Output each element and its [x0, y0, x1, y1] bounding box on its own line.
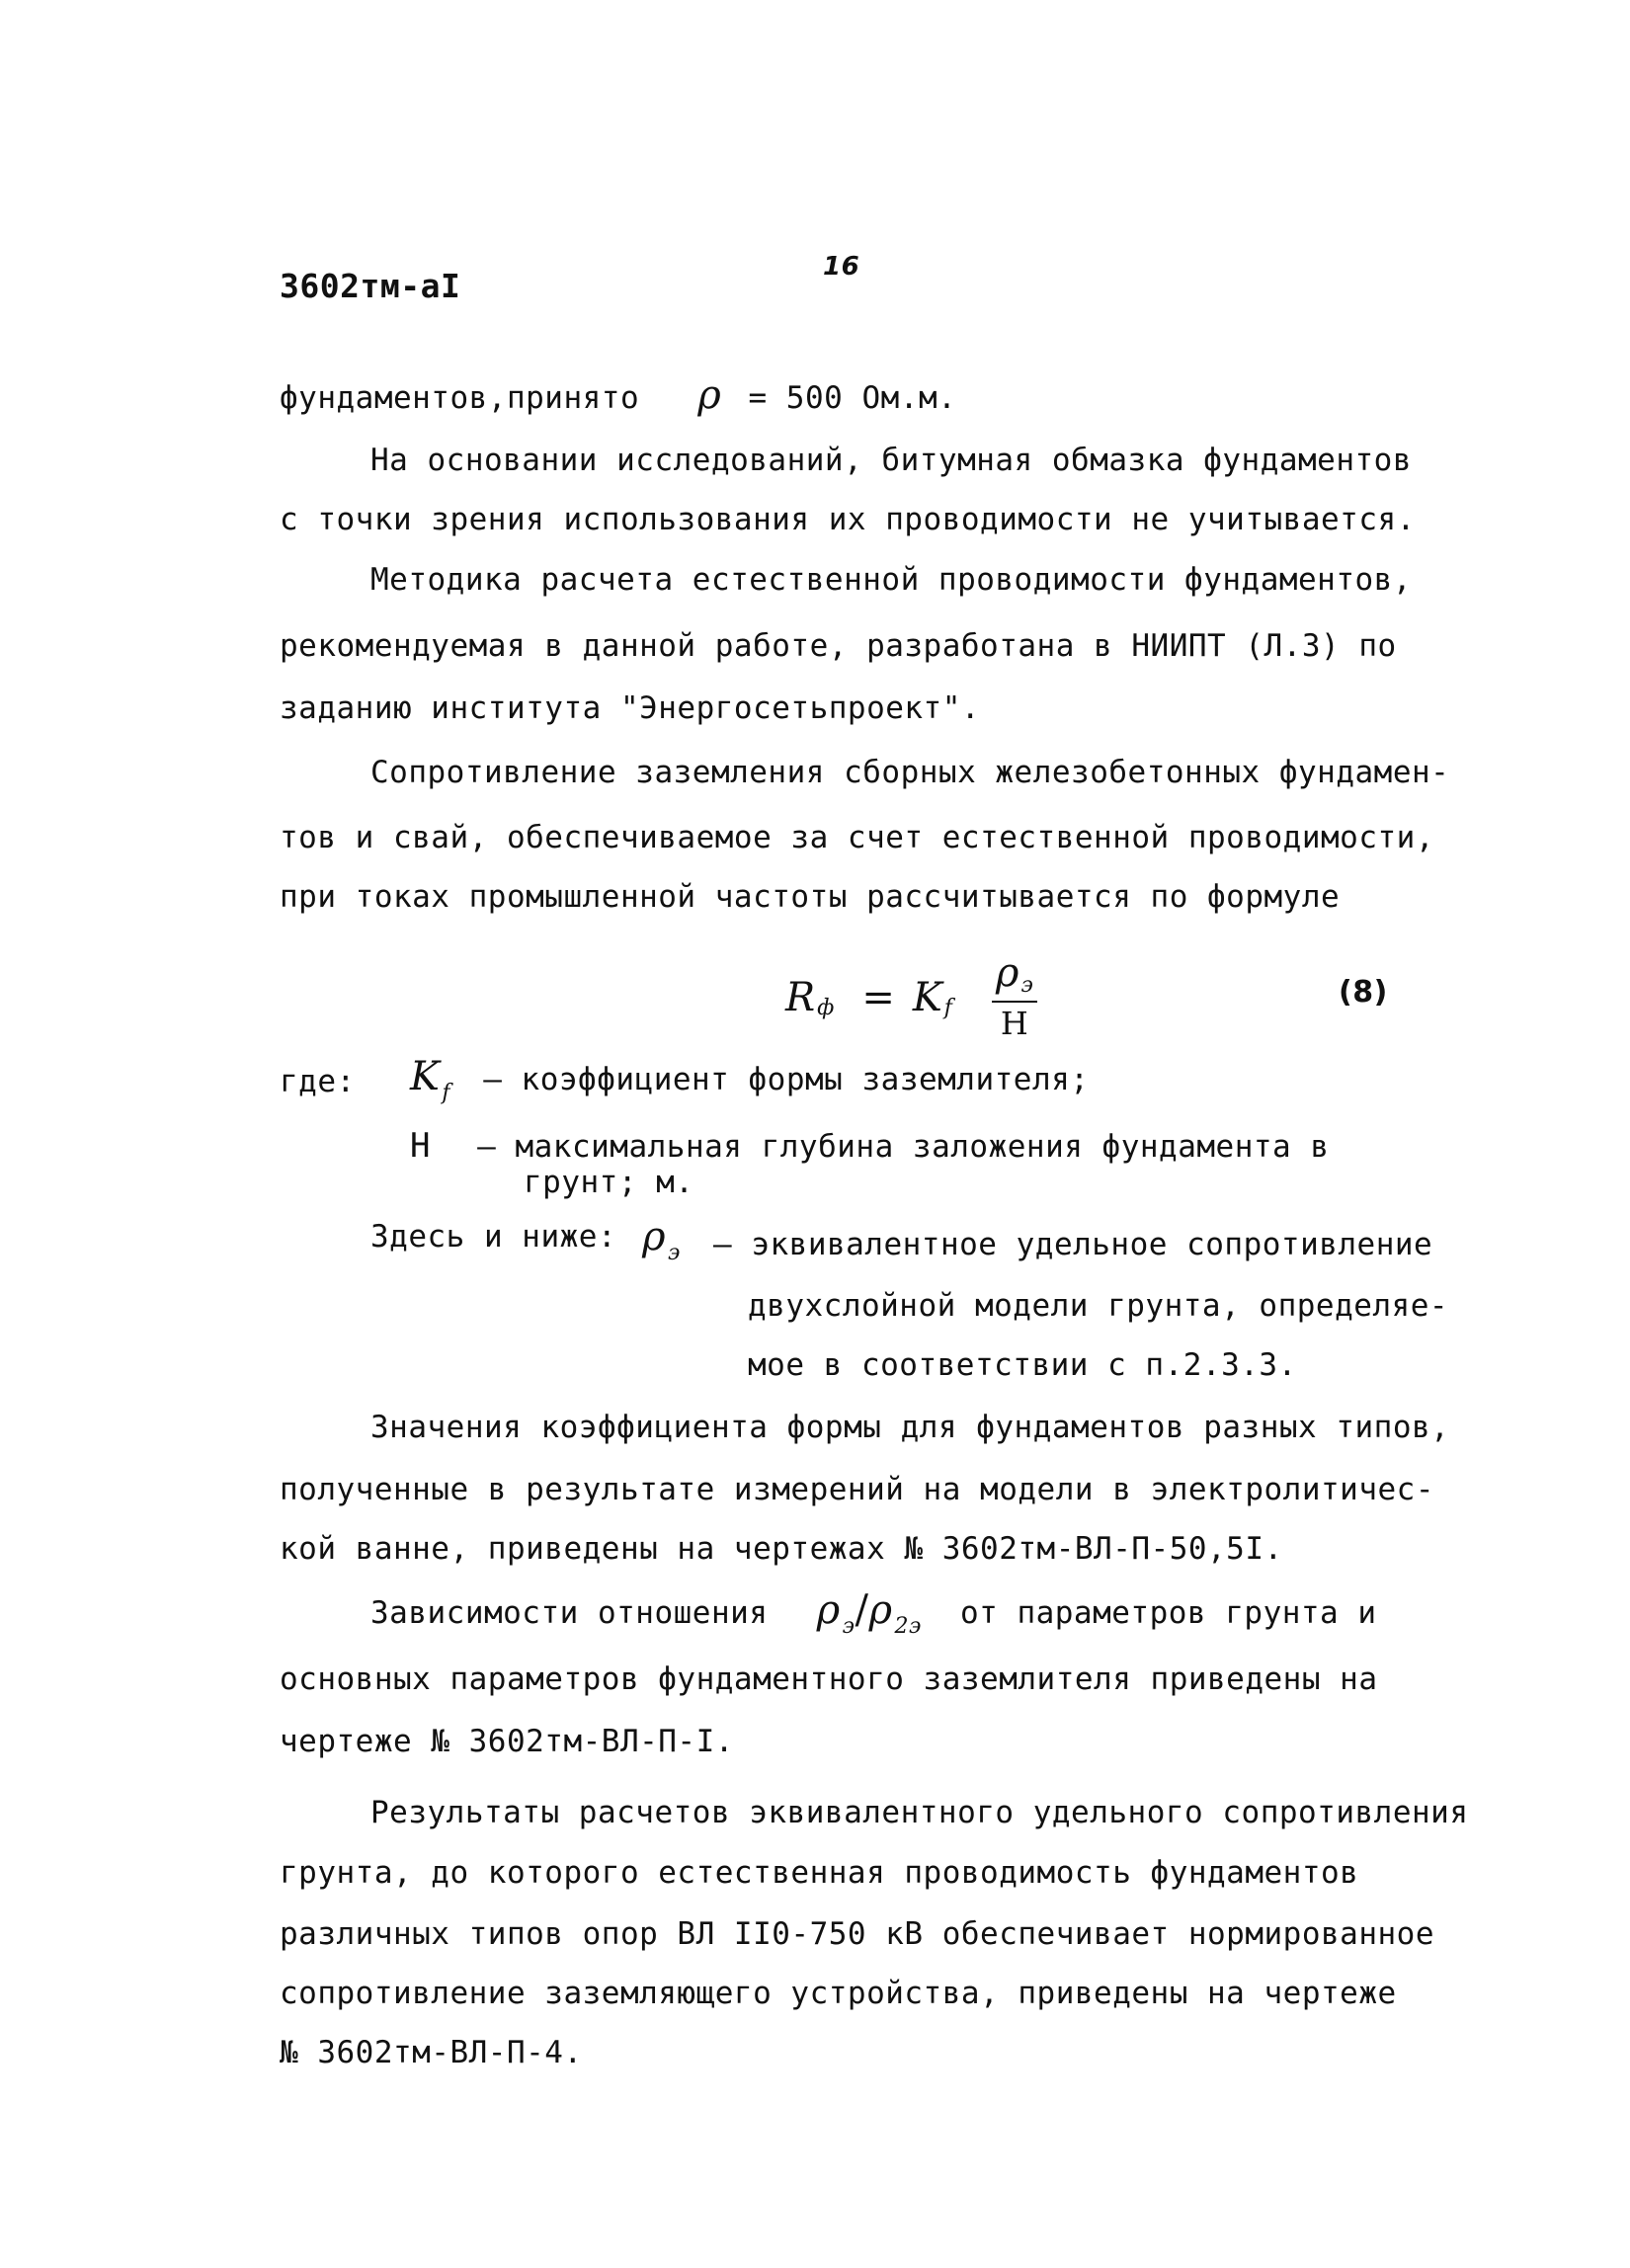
kf-symbol: K — [410, 1054, 441, 1099]
para6-line: грунта, до которого естественная проводимость фундаментов — [280, 1855, 1359, 1891]
here-label: Здесь и ниже: — [370, 1219, 617, 1255]
rho-e-symbol: ρ — [642, 1214, 667, 1259]
where-item-1 — [410, 1054, 1090, 1105]
para5-line: чертеже № 3602тм-ВЛ-П-I. — [280, 1724, 734, 1759]
kf-description: – коэффициент формы заземлителя; — [483, 1062, 1090, 1097]
formula-lhs-sub: ф — [817, 995, 835, 1020]
numerator-sub: э — [1020, 972, 1033, 998]
ratio-den-sub: 2э — [894, 1614, 922, 1639]
where-item-2-cont: грунт; м. — [524, 1165, 694, 1200]
here-line: мое в соответствии с п.2.3.3. — [748, 1347, 1297, 1383]
formula-fraction — [992, 949, 1037, 1044]
para3-line: при токах промышленной частоты рассчитывается по формуле — [280, 879, 1341, 915]
line-1 — [280, 372, 957, 418]
kf-sub: f — [442, 1081, 451, 1105]
para2-line: Методика расчета естественной проводимости фундаментов, — [370, 562, 1412, 598]
formula-denominator: H — [1000, 1004, 1028, 1042]
formula-8 — [785, 948, 1037, 1047]
para5-start: Зависимости отношения — [370, 1595, 769, 1631]
formula-coef-sub: f — [943, 995, 952, 1020]
where-label: где: — [280, 1064, 356, 1099]
para6-line: различных типов опор ВЛ II0-750 кВ обеспечивает нормированное — [280, 1916, 1434, 1952]
para6-line: № 3602тм-ВЛ-П-4. — [280, 2035, 583, 2070]
para2-line: заданию института "Энергосетьпроект". — [280, 690, 981, 726]
numerator-symbol: ρ — [995, 949, 1019, 996]
formula-lhs: R — [785, 975, 816, 1020]
h-symbol: H — [410, 1126, 431, 1166]
where-item-2 — [410, 1126, 1330, 1167]
para5-end: от параметров грунта и — [959, 1595, 1377, 1631]
formula-equals: = — [861, 975, 895, 1020]
rho-symbol: ρ — [697, 372, 722, 418]
document-code: 3602тм-аI — [280, 267, 461, 305]
equation-number: (8) — [1339, 975, 1388, 1010]
here-line: двухслойной модели грунта, определяе- — [748, 1288, 1449, 1324]
line1-text: фундаментов,принято — [280, 380, 640, 416]
para6-line: сопротивление заземляющего устройства, приведены на чертеже — [280, 1976, 1397, 2011]
h-description: – максимальная глубина заложения фундамента в — [477, 1129, 1330, 1165]
para2-line: рекомендуемая в данной работе, разработана в НИИПТ (Л.3) по — [280, 628, 1397, 664]
ratio-num: ρ — [816, 1587, 841, 1633]
here-symbol-wrap — [642, 1214, 681, 1265]
ratio-den: ρ — [868, 1587, 893, 1633]
line1-value: = 500 Ом.м. — [748, 380, 957, 416]
here-line: – эквивалентное удельное сопротивление — [713, 1227, 1433, 1262]
formula-numerator — [992, 949, 1037, 1003]
para1-line: На основании исследований, битумная обмазка фундаментов — [370, 443, 1412, 478]
ratio-slash: / — [855, 1587, 869, 1633]
para4-line: Значения коэффициента формы для фундаментов разных типов, — [370, 1410, 1450, 1445]
para4-line: полученные в результате измерений на модели в электролитичес- — [280, 1472, 1434, 1507]
ratio-num-sub: э — [842, 1614, 856, 1639]
para5-line: основных параметров фундаментного заземлителя приведены на — [280, 1661, 1378, 1697]
para3-line: Сопротивление заземления сборных железобетонных фундамен- — [370, 755, 1450, 790]
page-number: 16 — [823, 252, 860, 282]
para6-line: Результаты расчетов эквивалентного удельного сопротивления — [370, 1795, 1469, 1830]
para4-line: кой ванне, приведены на чертежах № 3602тм-ВЛ-П-50,5I. — [280, 1531, 1283, 1567]
para5-first-line — [370, 1587, 1377, 1639]
formula-coef: K — [912, 975, 942, 1020]
rho-e-sub: э — [668, 1241, 681, 1265]
para3-line: тов и свай, обеспечиваемое за счет естественной проводимости, — [280, 820, 1434, 855]
para1-line: с точки зрения использования их проводимости не учитывается. — [280, 502, 1416, 537]
